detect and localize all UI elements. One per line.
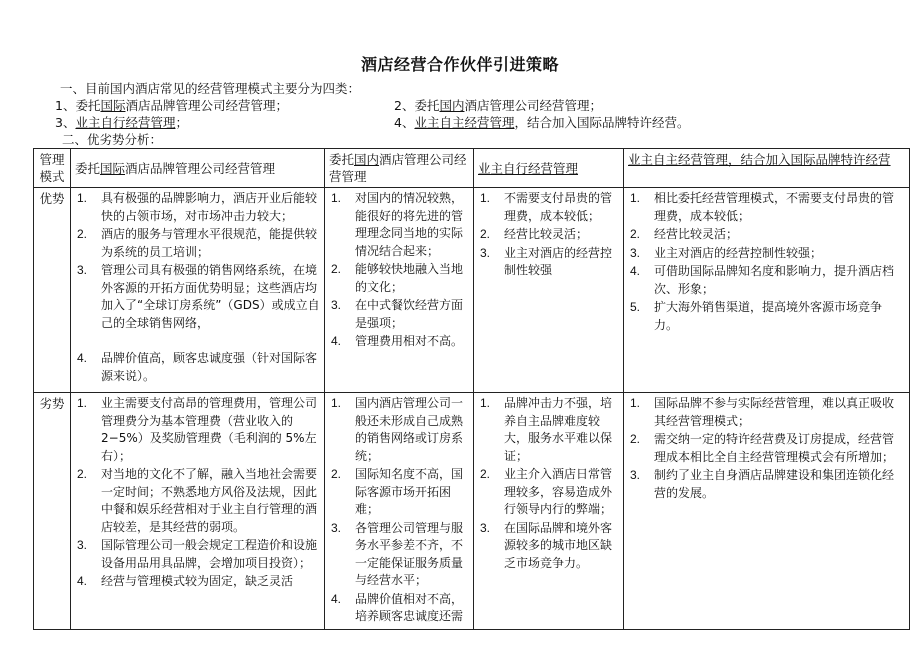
table-row-disadvantages	[34, 393, 910, 630]
list-item	[478, 245, 619, 280]
list-item-number: 4.	[630, 264, 641, 278]
list-item	[329, 466, 469, 519]
list-item	[329, 297, 469, 332]
list-item	[75, 226, 320, 261]
list-item-text: 在中式餐饮经营方面是强项；	[355, 298, 464, 330]
cell-dis-international	[71, 393, 325, 630]
list-item-number: 1.	[331, 191, 342, 205]
list-item-text: 可借助国际品牌知名度和影响力，提升酒店档次、形象；	[654, 264, 895, 296]
list-item-text: 扩大海外销售渠道，提高境外客源市场竞争力。	[654, 300, 883, 332]
list-item	[628, 263, 905, 298]
list-item-number: 5.	[630, 300, 641, 314]
list-item-text: 管理费用相对不高。	[355, 334, 464, 348]
list-item	[75, 262, 320, 332]
mode-item-1: 1、委托国际酒店品牌管理公司经营管理；	[55, 98, 288, 113]
list-item-text: 国际品牌不参与实际经营管理，难以真正吸收其经营管理模式；	[654, 396, 895, 428]
list-item-number: 3.	[630, 468, 641, 482]
list-item-number: 3.	[77, 538, 88, 552]
list-item	[75, 395, 320, 465]
list-item-text: 能够较快地融入当地的文化；	[355, 262, 464, 294]
cell-dis-domestic	[325, 393, 474, 630]
cell-adv-owner-self	[474, 188, 624, 393]
list-item-number: 2.	[630, 227, 641, 241]
list-item-text: 业主需要支付高昂的管理费用，管理公司管理费分为基本管理费（营业收入的 2−5%）及奖励管理费（毛利润的 5%左右）；	[101, 396, 318, 463]
mode-item-2: 2、委托国内酒店管理公司经营管理；	[394, 98, 602, 113]
list-item	[478, 520, 619, 573]
list-item-number: 4.	[331, 591, 342, 606]
list-item-number: 1.	[630, 396, 641, 410]
list-item-text: 在国际品牌和境外客源较多的城市地区缺乏市场竞争力。	[504, 520, 613, 570]
list-item-number: 1.	[630, 191, 641, 205]
list-item-number: 2.	[77, 227, 88, 241]
list-item	[75, 350, 320, 385]
list-item	[628, 395, 905, 430]
list-item	[478, 395, 619, 465]
list-item	[628, 226, 905, 244]
list-item-number: 4.	[77, 574, 88, 588]
header-international: 委托国际酒店品牌管理公司经营管理	[71, 149, 325, 188]
list-item-text: 品牌冲击力不强，培养自主品牌难度较大，服务水平难以保证；	[504, 396, 613, 463]
list-item	[75, 537, 320, 572]
list-item-number: 1.	[77, 191, 88, 205]
list-item	[75, 190, 320, 225]
list-item-number: 3.	[630, 245, 641, 260]
list-item	[628, 299, 905, 334]
list-item-number: 3.	[480, 520, 491, 535]
list-item-number: 2.	[480, 227, 491, 241]
header-domestic: 委托国内酒店管理公司经营管理	[325, 149, 474, 188]
row-label-disadvantages: 劣势	[34, 393, 71, 630]
list-item-number: 1.	[480, 396, 491, 410]
list-item-text: 管理公司具有极强的销售网络系统，在境外客源的开拓方面优势明显；这些酒店均加入了“全球订房系统”（GDS）或成立自己的全球销售网络，	[101, 263, 320, 330]
list-item-text: 各管理公司管理与服务水平参差不齐，不一定能保证服务质量与经营水平；	[355, 520, 464, 587]
list-item-text: 国际管理公司一般会规定工程造价和设施设备用品用具品牌，会增加项目投资）；	[101, 538, 318, 570]
list-item-text: 酒店的服务与管理水平很规范，能提供较为系统的员工培训；	[101, 227, 318, 259]
list-item-number: 3.	[480, 245, 491, 260]
comparison-table	[33, 148, 910, 630]
list-item-text: 相比委托经营管理模式，不需要支付昂贵的管理费，成本较低；	[654, 191, 895, 223]
row-label-advantages: 优势	[34, 188, 71, 393]
list-item-text: 对当地的文化不了解，融入当地社会需要一定时间；不熟悉地方风俗及法规，因此中餐和娱乐经营相对于业主自行管理的酒店较差，是其经营的弱项。	[101, 467, 318, 534]
list-item-number: 1.	[331, 396, 342, 410]
list-item-number: 2.	[630, 432, 641, 446]
list-item-text: 经营比较灵活；	[504, 227, 589, 241]
list-item	[329, 591, 469, 626]
section2-heading: 二、优劣势分析：	[62, 132, 163, 147]
list-item	[329, 261, 469, 296]
cell-adv-owner-franchise	[624, 188, 910, 393]
list-item-text: 对国内的情况较熟，能很好的将先进的管理理念同当地的实际情况结合起来；	[355, 191, 464, 258]
list-item	[628, 431, 905, 466]
list-item-number: 2.	[77, 467, 88, 481]
list-item	[478, 466, 619, 519]
list-item	[329, 333, 469, 351]
list-item	[478, 190, 619, 225]
list-item-text: 国内酒店管理公司一般还未形成自己成熟的销售网络或订房系统；	[355, 396, 464, 463]
list-item-text: 业主对酒店的经营控制性较强；	[654, 245, 823, 260]
list-item-text: 不需要支付昂贵的管理费，成本较低；	[504, 191, 613, 223]
list-item-text: 业主介入酒店日常管理较多，容易造成外行领导内行的弊端；	[504, 467, 613, 516]
cell-dis-owner-franchise	[624, 393, 910, 630]
list-item-text: 制约了业主自身酒店品牌建设和集团连锁化经营的发展。	[654, 468, 895, 500]
cell-dis-owner-self	[474, 393, 624, 630]
list-item	[628, 190, 905, 225]
list-item-number: 1.	[480, 191, 491, 205]
list-item-text: 品牌价值高，顾客忠诚度强（针对国际客源来说）。	[101, 351, 318, 383]
mode-item-4: 4、业主自主经营管理，结合加入国际品牌特许经营。	[394, 115, 690, 130]
list-item	[75, 466, 320, 536]
header-owner-self: 业主自行经营管理	[474, 149, 624, 188]
cell-adv-international	[71, 188, 325, 393]
list-item-number: 4.	[331, 334, 342, 348]
list-item-text: 经营与管理模式较为固定，缺乏灵活	[101, 574, 294, 588]
list-item	[628, 467, 905, 502]
mode-item-3: 3、业主自行经营管理；	[55, 115, 188, 130]
list-item-number: 2.	[480, 467, 491, 481]
table-row-advantages	[34, 188, 910, 393]
list-item-text: 业主对酒店的经营控制性较强	[504, 245, 613, 277]
list-item-number: 3.	[77, 263, 88, 277]
list-item-text: 品牌价值相对不高，培养顾客忠诚度还需	[355, 591, 464, 623]
list-item-number: 2.	[331, 467, 342, 481]
list-item-text: 经营比较灵活；	[654, 227, 739, 241]
table-header-row	[34, 149, 910, 188]
section1-heading: 一、目前国内酒店常见的经营管理模式主要分为四类：	[60, 81, 361, 96]
cell-adv-domestic	[325, 188, 474, 393]
list-item-number: 2.	[331, 262, 342, 276]
page-title: 酒店经营合作伙伴引进策略	[360, 55, 559, 74]
list-item-number: 4.	[77, 351, 88, 365]
list-item	[478, 226, 619, 244]
list-item-text: 国际知名度不高，国际客源市场开拓困难；	[355, 467, 464, 516]
corner-cell: 管理模式	[34, 149, 71, 188]
header-owner-franchise: 业主自主经营管理，结合加入国际品牌特许经营	[624, 149, 910, 188]
list-item-number: 1.	[77, 396, 88, 410]
list-item-text: 需交纳一定的特许经营费及订房提成，经营管理成本相比全自主经营管理模式会有所增加；	[654, 432, 895, 464]
list-item-number: 3.	[331, 520, 342, 535]
list-item	[628, 245, 905, 263]
list-item	[329, 520, 469, 590]
list-item-number: 3.	[331, 298, 342, 312]
list-item	[75, 573, 320, 591]
list-item	[329, 190, 469, 260]
list-item	[329, 395, 469, 465]
list-item-text: 具有极强的品牌影响力，酒店开业后能较快的占领市场，对市场冲击力较大；	[101, 191, 318, 223]
